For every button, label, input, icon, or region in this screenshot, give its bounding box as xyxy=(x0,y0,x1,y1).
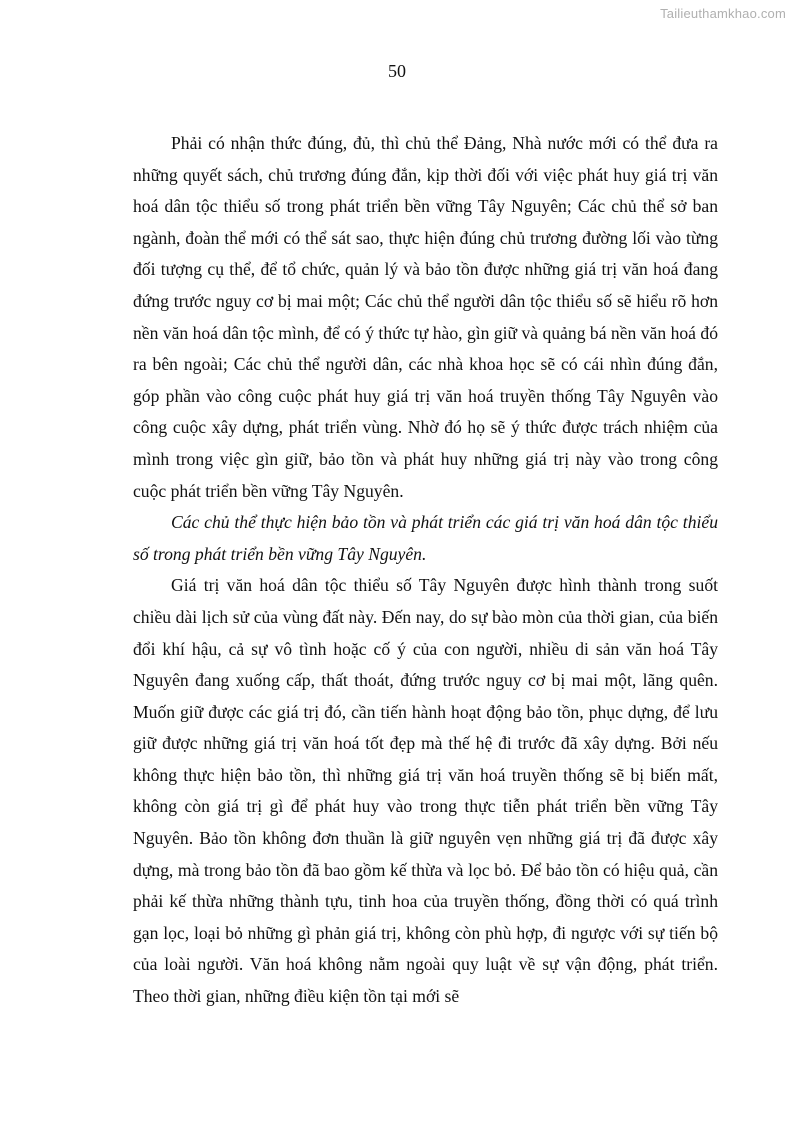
section-heading-italic: Các chủ thể thực hiện bảo tồn và phát triển các giá trị văn hoá dân tộc thiểu số trong phát triển bền vững Tây Nguyên. xyxy=(133,512,718,564)
document-body xyxy=(133,128,718,1013)
page-number: 50 xyxy=(388,61,406,81)
paragraph-subjects-awareness: Phải có nhận thức đúng, đủ, thì chủ thể Đảng, Nhà nước mới có thể đưa ra những quyết sách, chủ trương đúng đắn, kịp thời đối với việc phát huy giá trị văn hoá dân tộc thiểu số trong phát triển bền vững Tây Nguyên; Các chủ thể sở ban ngành, đoàn thể mới có thể sát sao, thực hiện đúng chủ trương đường lối vào từng đối tượng cụ thể, để tổ chức, quản lý và bảo tồn được những giá trị văn hoá đang đứng trước nguy cơ bị mai một; Các chủ thể người dân tộc thiểu số sẽ hiểu rõ hơn nền văn hoá dân tộc mình, để có ý thức tự hào, gìn giữ và quảng bá nền văn hoá đó ra bên ngoài; Các chủ thể người dân, các nhà khoa học sẽ có cái nhìn đúng đắn, góp phần vào công cuộc phát huy giá trị văn hoá truyền thống Tây Nguyên vào công cuộc xây dựng, phát triển vùng. Nhờ đó họ sẽ ý thức được trách nhiệm của mình trong việc gìn giữ, bảo tồn và phát huy những giá trị này vào trong công cuộc phát triển bền vững Tây Nguyên. xyxy=(133,133,718,501)
watermark-text: Tailieuthamkhao.com xyxy=(660,6,786,21)
paragraph-cultural-values: Giá trị văn hoá dân tộc thiểu số Tây Nguyên được hình thành trong suốt chiều dài lịch sử của vùng đất này. Đến nay, do sự bào mòn của thời gian, của biến đổi khí hậu, cả sự vô tình hoặc cố ý của con người, nhiều di sản văn hoá Tây Nguyên đang xuống cấp, thất thoát, đứng trước nguy cơ bị mai một, lãng quên. Muốn giữ được các giá trị đó, cần tiến hành hoạt động bảo tồn, phục dựng, để lưu giữ được những giá trị văn hoá tốt đẹp mà thế hệ đi trước đã xây dựng. Bởi nếu không thực hiện bảo tồn, thì những giá trị văn hoá truyền thống sẽ bị biến mất, không còn giá trị gì để phát huy vào trong thực tiễn phát triển bền vững Tây Nguyên. Bảo tồn không đơn thuần là giữ nguyên vẹn những giá trị đã được xây dựng, mà trong bảo tồn đã bao gồm kế thừa và lọc bỏ. Để bảo tồn có hiệu quả, cần phải kế thừa những thành tựu, tinh hoa của truyền thống, đồng thời có quá trình gạn lọc, loại bỏ những gì phản giá trị, không còn phù hợp, đi ngược với sự tiến bộ của loài người. Văn hoá không nằm ngoài quy luật về sự vận động, phát triển. Theo thời gian, những điều kiện tồn tại mới sẽ xyxy=(133,575,718,1007)
